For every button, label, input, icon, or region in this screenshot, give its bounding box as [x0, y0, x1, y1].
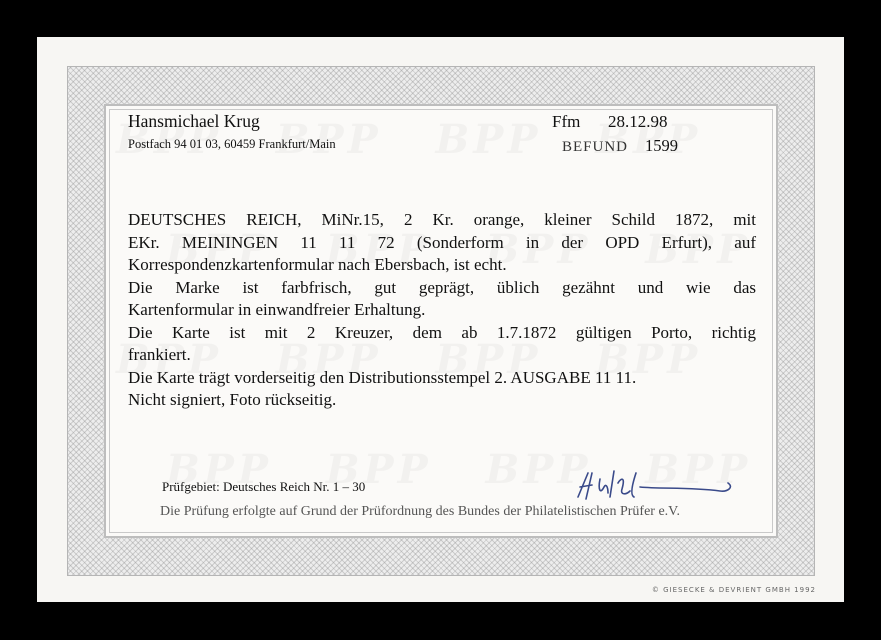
body-line: Kartenformular in einwandfreier Erhaltung.	[128, 300, 426, 319]
certificate-card	[37, 37, 844, 602]
befund-number: 1599	[645, 136, 678, 155]
body-line: Korrespondenzkartenformular nach Ebersbach, ist echt.	[128, 255, 507, 274]
examination-scope: Prüfgebiet: Deutsches Reich Nr. 1 – 30	[162, 479, 366, 494]
body-line: frankiert.	[128, 345, 191, 364]
body-line: Nicht signiert, Foto rückseitig.	[128, 390, 337, 409]
place: Ffm	[552, 112, 581, 131]
befund-label: BEFUND	[562, 139, 629, 155]
body-line: Die Karte ist mit 2 Kreuzer, dem ab 1.7.1872 gültigen Porto, richtig	[128, 322, 756, 342]
examiner-address: Postfach 94 01 03, 60459 Frankfurt/Main	[128, 137, 336, 151]
body-line: Die Marke ist farbfrisch, gut geprägt, üblich gezähnt und wie das	[128, 277, 756, 297]
certificate-body	[128, 209, 756, 412]
footer-statement: Die Prüfung erfolgte auf Grund der Prüfordnung des Bundes der Philatelistischen Prüfer e.V.	[160, 504, 680, 519]
certificate-date: 28.12.98	[608, 112, 668, 131]
examiner-name: Hansmichael Krug	[128, 111, 260, 131]
signature	[570, 465, 745, 505]
printer-imprint: © GIESECKE & DEVRIENT GMBH 1992	[651, 586, 816, 594]
body-line: EKr. MEININGEN 11 11 72 (Sonderform in der OPD Erfurt), auf	[128, 232, 756, 252]
body-line: Die Karte trägt vorderseitig den Distributionsstempel 2. AUSGABE 11 11.	[128, 367, 637, 387]
body-line: DEUTSCHES REICH, MiNr.15, 2 Kr. orange, kleiner Schild 1872, mit	[128, 210, 756, 229]
